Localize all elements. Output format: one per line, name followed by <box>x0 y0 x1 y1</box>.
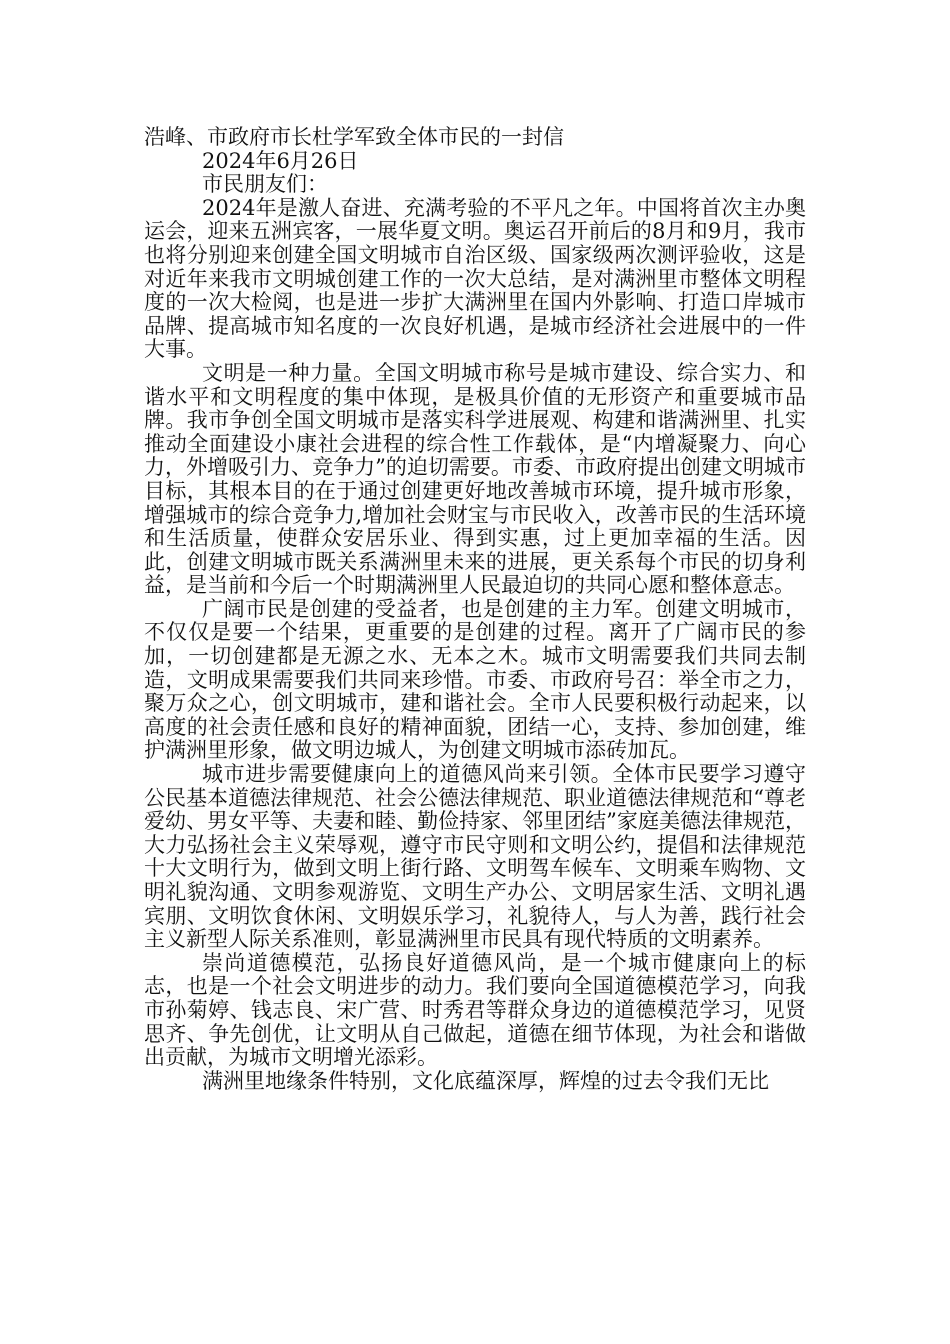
paragraph-2: 文明是一种力量。全国文明城市称号是城市建设、综合实力、和谐水平和文明程度的集中体现，是极具价值的无形资产和重要城市品牌。我市争创全国文明城市是落实科学进展观、构建和谐满洲里、扎实推动全面建设小康社会进程的综合性工作载体，是“内增凝聚力、向心力，外增吸引力、竞争力”的迫切需要。市委、市政府提出创建文明城市目标，其根本目的在于通过创建更好地改善城市环境，提升城市形象，增强城市的综合竞争力,增加社会财宝与市民收入，改善市民的生活环境和生活质量，使群众安居乐业、得到实惠，过上更加幸福的生活。因此，创建文明城市既关系满洲里未来的进展，更关系每个市民的切身利益，是当前和今后一个时期满洲里人民最迫切的共同心愿和整体意志。 <box>144 360 806 598</box>
letter-body <box>144 126 806 1093</box>
letter-salutation: 市民朋友们： <box>202 172 328 197</box>
paragraph-5: 崇尚道德模范，弘扬良好道德风尚，是一个城市健康向上的标志，也是一个社会文明进步的动力。我们要向全国道德模范学习，向我市孙菊婷、钱志良、宋广营、时秀君等群众身边的道德模范学习，见贤思齐、争先创优，让文明从自己做起，道德在细节体现，为社会和谐做出贡献，为城市文明增光添彩。 <box>144 950 806 1070</box>
letter-date: 2024年6月26日 <box>202 148 359 173</box>
paragraph-4: 城市进步需要健康向上的道德风尚来引领。全体市民要学习遵守公民基本道德法律规范、社会公德法律规范、职业道德法律规范和“尊老爱幼、男女平等、夫妻和睦、勤俭持家、邻里团结”家庭美德法律规范，大力弘扬社会主义荣辱观，遵守市民守则和文明公约，提倡和法律规范十大文明行为，做到文明上街行路、文明驾车候车、文明乘车购物、文明礼貌沟通、文明参观游览、文明生产办公、文明居家生活、文明礼遇宾朋、文明饮食休闲、文明娱乐学习，礼貌待人，与人为善，践行社会主义新型人际关系准则，彰显满洲里市民具有现代特质的文明素养。 <box>144 762 806 952</box>
paragraph-3: 广阔市民是创建的受益者，也是创建的主力军。创建文明城市，不仅仅是要一个结果，更重要的是创建的过程。离开了广阔市民的参加，一切创建都是无源之水、无本之木。城市文明需要我们共同去制造，文明成果需要我们共同来珍惜。市委、市政府号召：举全市之力，聚万众之心，创文明城市，建和谐社会。全市人民要积极行动起来，以高度的社会责任感和良好的精神面貌，团结一心，支持、参加创建，维护满洲里形象，做文明边城人，为创建文明城市添砖加瓦。 <box>144 596 806 763</box>
paragraph-6: 满洲里地缘条件特别，文化底蕴深厚，辉煌的过去令我们无比 <box>202 1068 769 1093</box>
paragraph-1: 2024年是激人奋进、充满考验的不平凡之年。中国将首次主办奥运会，迎来五洲宾客，一展华夏文明。奥运召开前后的8月和9月，我市也将分别迎来创建全国文明城市自治区级、国家级两次测评验收，这是对近年来我市文明城创建工作的一次大总结，是对满洲里市整体文明程度的一次大检阅，也是进一步扩大满洲里在国内外影响、打造口岸城市品牌、提高城市知名度的一次良好机遇，是城市经济社会进展中的一件大事。 <box>144 195 806 362</box>
letter-title-line: 浩峰、市政府市长杜学军致全体市民的一封信 <box>144 125 564 149</box>
